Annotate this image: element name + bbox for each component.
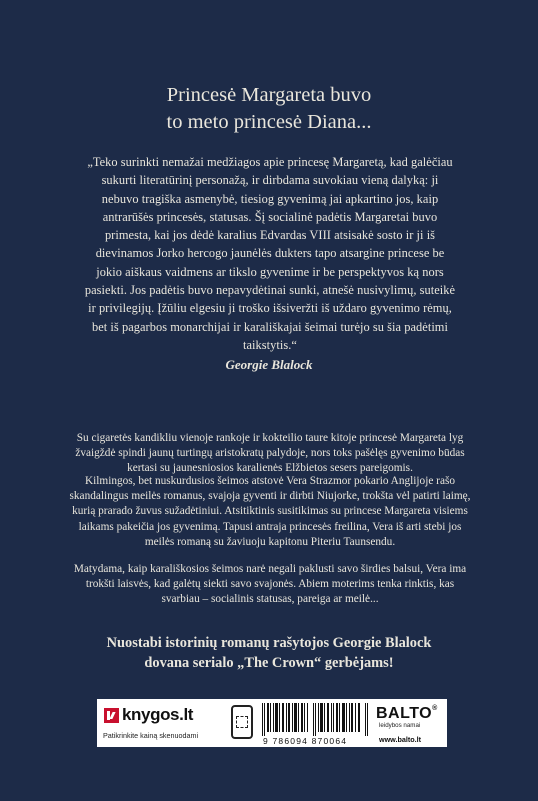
tagline-line-2: dovana serialo „The Crown“ gerbėjams!: [144, 655, 394, 671]
headline: [0, 82, 538, 136]
quote-author: Georgie Blalock: [225, 357, 313, 372]
headline-line-2: to meto princesė Diana...: [166, 111, 372, 133]
blurb-paragraph-3: Matydama, kaip karališkosios šeimos narė negali paklusti savo širdies balsui, Vera ima trokšti laisvės, kad galėtų siekti savo svajonės. Abiem moterims tenka rinktis, kas svarbiau – socialinis statusas, pareiga ar meilė...: [73, 563, 467, 606]
publisher-url[interactable]: www.balto.lt: [379, 735, 422, 744]
registered-mark-icon: ®: [432, 705, 438, 712]
tagline: [0, 633, 538, 673]
blurb-paragraph-2: Kilmingos, bet nuskurdusios šeimos atstovė Vera Strazmor pokario Anglijoje rašo skandalingus meilės romanus, svajoja gyventi ir dirbti Niujorke, trokšta vėl patirti laimę, kurią prarado žuvus sužadėtiniui. Atsitiktinis susitikimas su princese Margareta visiems laikams pakeičia jos gyvenimą. Tapusi antraja princesės freilina, Vera iš arti stebi jos meilės romaną su žaviuoju kapitonu Piteriu Taunsendu.: [69, 475, 471, 548]
balto-logo-text: BALTO: [376, 705, 433, 722]
knygos-logo-text: knygos.lt: [122, 705, 194, 724]
isbn-number: 9 786094 870064: [263, 736, 348, 746]
tagline-line-1: Nuostabi istorinių romanų rašytojos Georgie Blalock: [106, 635, 432, 651]
headline-line-1: Princesė Margareta buvo: [166, 84, 372, 106]
blurb-paragraph-1: Su cigaretės kandikliu vienoje rankoje ir kokteilio taure kitoje princesė Margareta lyg žvaigždė spindi jaunų turtingų aristokratų palydoje, nors toks pašėlęs gyvenimo būdas kertasi su jaunesniosios karalienės Elžbietos sesers pareigomis.: [75, 432, 465, 475]
scan-price-caption: Patikrinkite kainą skenuodami: [103, 731, 199, 740]
knygos-logo[interactable]: [104, 705, 221, 725]
knygos-k-icon: [104, 708, 119, 723]
publisher-subtitle: leidybos namai: [379, 722, 421, 729]
author-quote: „Teko surinkti nemažai medžiagos apie princesę Margaretą, kad galėčiau sukurti literatūrinį personažą, ir dirbdama suvokiau vieną dalyką: ji nebuvo tragiška asmenybė, tiesiog gyvenimą jai apkartino jos, kaip antrarūšės princesės, statusas. Šį socialinė padėtis Margaretai buvo primesta, kai jos dėdė karalius Edvardas VIII atsisakė sosto ir ji iš dievinamos Jorko hercogo jaunėlės dukters tapo atsargine princese be jokio aiškaus vaidmens ar tikslo gyvenime ir be perspektyvos ką nors pasiekti. Jos padėtis buvo nepavydėtinai sunki, atnešė nusivylimų, suteikė ir privilegijų. Įžūliu elgesiu ji troško išsiveržti iš uždaro gyvenimo rėmų, bet iš pagarbos monarchijai ir karališkajai šeimai turėjo su šia padėtimi taikstytis.“: [84, 155, 456, 352]
phone-scan-icon: [231, 705, 253, 739]
barcode-panel: [97, 699, 447, 747]
isbn-barcode: [261, 703, 371, 736]
